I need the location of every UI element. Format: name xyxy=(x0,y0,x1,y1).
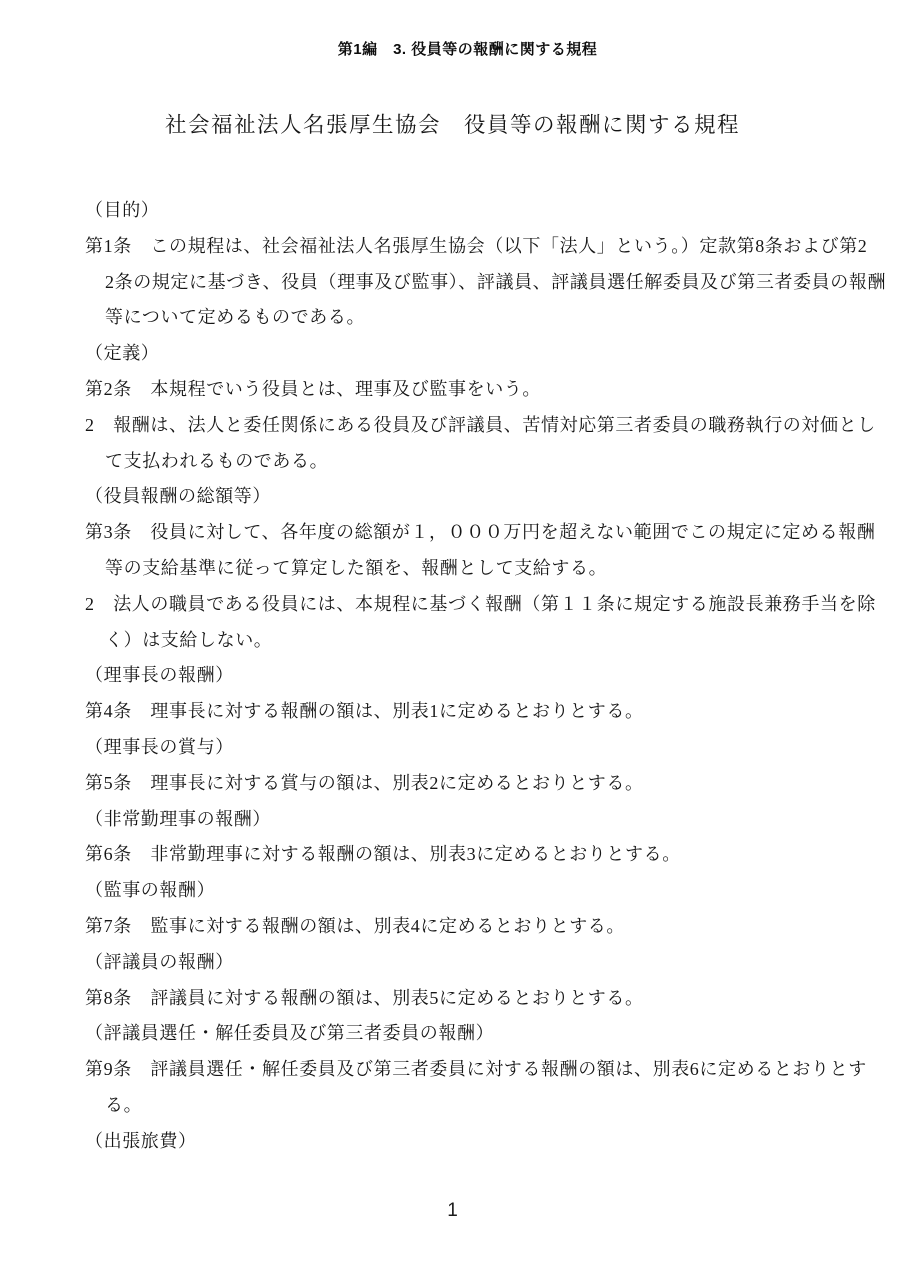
section-heading: （理事長の報酬） xyxy=(85,665,234,686)
section-heading: （目的） xyxy=(85,200,160,220)
document-body xyxy=(85,193,887,1160)
article-line: 第8条 評議員に対する報酬の額は、別表5に定めるとおりとする。 xyxy=(85,987,644,1008)
article-line: 第9条 評議員選任・解任委員及び第三者委員に対する報酬の額は、別表6に定めるとおりとす xyxy=(85,1059,867,1080)
article-line: 第7条 監事に対する報酬の額は、別表4に定めるとおりとする。 xyxy=(85,915,625,936)
section-heading: （定義） xyxy=(85,343,160,364)
article-line: く）は支給しない。 xyxy=(105,629,273,650)
section-heading: （評議員選任・解任委員及び第三者委員の報酬） xyxy=(85,1023,495,1044)
page-number: 1 xyxy=(447,1200,458,1221)
article-line: 第2条 本規程でいう役員とは、理事及び監事をいう。 xyxy=(85,378,541,399)
article-line: る。 xyxy=(105,1094,143,1115)
article-line: 2 報酬は、法人と委任関係にある役員及び評議員、苦情対応第三者委員の職務執行の対価とし xyxy=(85,414,876,435)
article-line: 第5条 理事長に対する賞与の額は、別表2に定めるとおりとする。 xyxy=(85,772,644,793)
article-line: 第6条 非常勤理事に対する報酬の額は、別表3に定めるとおりとする。 xyxy=(85,844,681,865)
article-line: 2 法人の職員である役員には、本規程に基づく報酬（第１１条に規定する施設長兼務手当を除 xyxy=(85,593,876,614)
section-heading: （非常勤理事の報酬） xyxy=(85,808,271,829)
article-line: 第1条 この規程は、社会福祉法人名張厚生協会（以下「法人」という。）定款第8条および第2 xyxy=(85,235,868,256)
article-line: 等の支給基準に従って算定した額を、報酬として支給する。 xyxy=(105,557,608,578)
article-line: 等について定めるものである。 xyxy=(105,307,366,328)
running-header: 第1編 3. 役員等の報酬に関する規程 xyxy=(337,41,598,58)
section-heading: （評議員の報酬） xyxy=(85,951,234,972)
article-line: て支払われるものである。 xyxy=(105,450,329,471)
section-heading: （理事長の賞与） xyxy=(85,736,234,757)
article-line: 第4条 理事長に対する報酬の額は、別表1に定めるとおりとする。 xyxy=(85,701,644,722)
article-line: 第3条 役員に対して、各年度の総額が１，０００万円を超えない範囲でこの規定に定める報酬 xyxy=(85,522,876,543)
section-heading: （出張旅費） xyxy=(85,1130,197,1151)
section-heading: （役員報酬の総額等） xyxy=(85,486,271,507)
section-heading: （監事の報酬） xyxy=(85,880,216,901)
article-line: 2条の規定に基づき、役員（理事及び監事）、評議員、評議員選任解委員及び第三者委員の報酬 xyxy=(105,271,887,292)
document-title: 社会福祉法人名張厚生協会 役員等の報酬に関する規程 xyxy=(164,113,740,137)
